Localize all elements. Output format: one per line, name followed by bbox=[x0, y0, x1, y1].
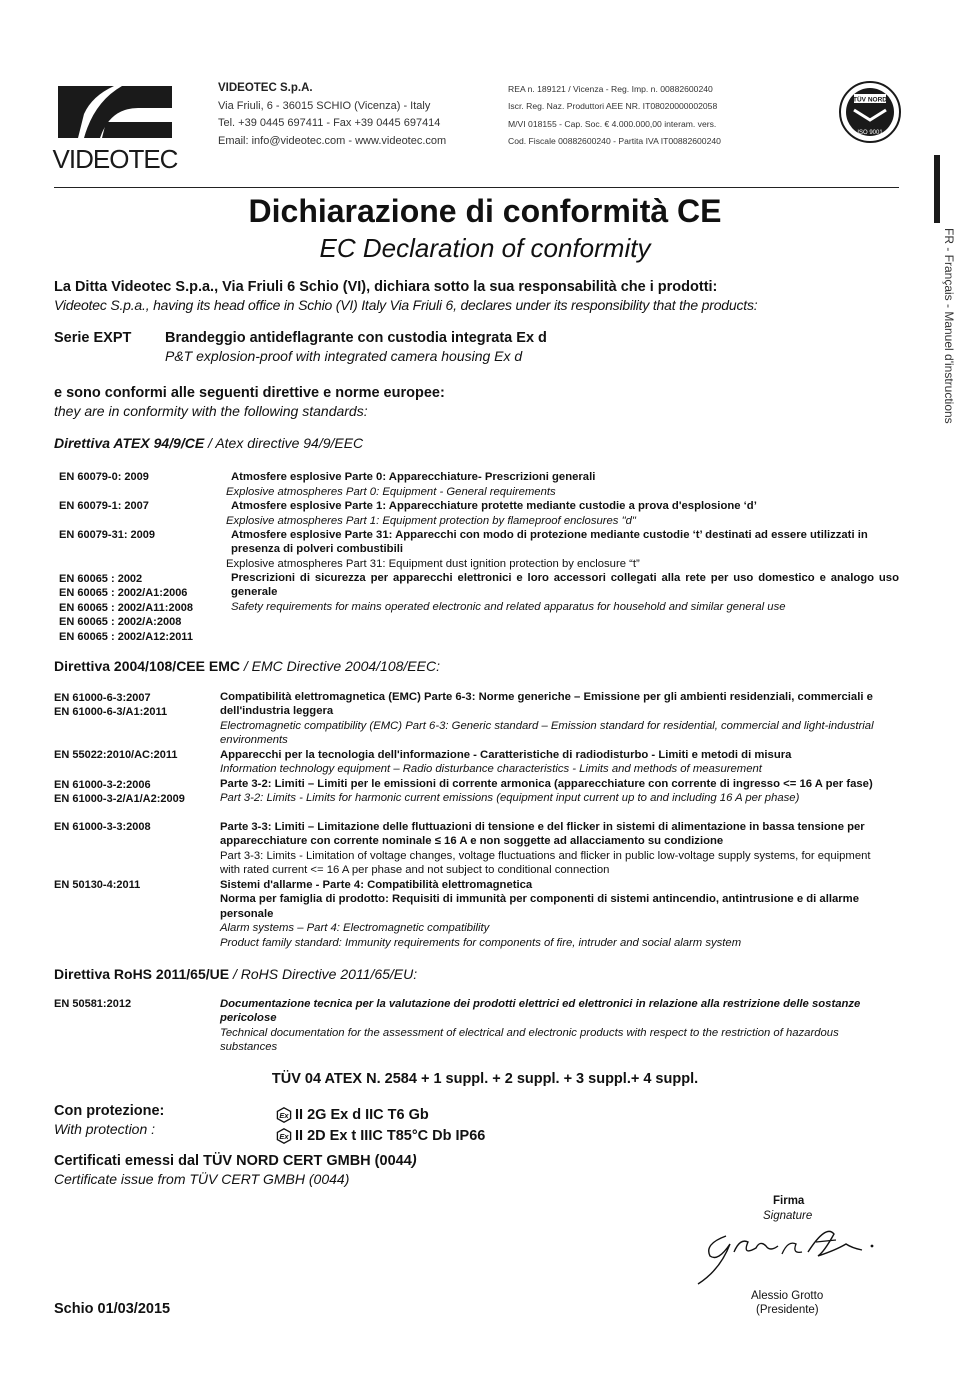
emc-row-2 bbox=[220, 748, 890, 777]
emc-row-4 bbox=[220, 820, 890, 878]
ex-hexagon-icon bbox=[276, 1107, 292, 1123]
standard-desc-it: Sistemi d'allarme - Parte 4: Compatibilità elettromagnetica bbox=[220, 879, 533, 891]
standard-code: EN 61000-3-2/A1/A2:2009 bbox=[54, 793, 185, 806]
standard-code: EN 61000-3-2:2006 bbox=[54, 779, 151, 791]
standard-desc-it: Atmosfere esplosive Parte 0: Apparecchiature- Prescrizioni generali bbox=[231, 471, 596, 483]
signature-label-en: Signature bbox=[763, 1210, 813, 1222]
standard-desc-en: Explosive atmospheres Part 0: Equipment - General requirements bbox=[226, 486, 556, 498]
protection-label-it: Con protezione: bbox=[54, 1103, 165, 1119]
emc-codes-3 bbox=[54, 778, 185, 807]
emc-heading bbox=[54, 658, 440, 674]
badge-bottom-text: ISO 9001 bbox=[857, 130, 883, 136]
lvd-desc-it: Prescrizioni di sicurezza per apparecchi elettronici e loro accessori collegati alla rete per uso domestico e analogo uso generale bbox=[231, 572, 899, 599]
intro-it: La Ditta Videotec S.p.a., Via Friuli 6 Schio (VI), dichiara sotto la sua responsabilità che i prodotti: bbox=[54, 279, 718, 295]
product-desc-en: P&T explosion-proof with integrated camera housing Ex d bbox=[165, 348, 523, 364]
registry-line: REA n. 189121 / Vicenza - Reg. Imp. n. 00882600240 bbox=[508, 84, 713, 94]
registry-info bbox=[508, 81, 721, 150]
protection-line-2 bbox=[276, 1128, 485, 1144]
standard-desc-en: Alarm systems – Part 4: Electromagnetic compatibility bbox=[220, 922, 490, 935]
issued-en: Certificate issue from TÜV CERT GMBH (0044) bbox=[54, 1171, 350, 1187]
page-title: Dichiarazione di conformità CE bbox=[248, 193, 722, 229]
intro-en: Videotec S.p.a., having its head office in Schio (VI) Italy Via Friuli 6, declares under its responsibility that the products: bbox=[54, 297, 758, 313]
standard-desc-en: Electromagnetic compatibility (EMC) Part 6-3: Generic standard – Emission standard for residential, commercial and light-industrial environments bbox=[220, 719, 874, 747]
videotec-logo bbox=[54, 80, 176, 174]
standard-code: EN 55022:2010/AC:2011 bbox=[54, 749, 178, 761]
ex-symbol: Ex bbox=[279, 1132, 289, 1141]
standard-desc-it: Apparecchi per la tecnologia dell'informazione - Caratteristiche di radiodisturbo - Limiti e metodi di misura bbox=[220, 749, 792, 761]
header-divider bbox=[54, 187, 899, 188]
standard-desc-en: Explosive atmospheres Part 1: Equipment protection by flameproof enclosures "d" bbox=[226, 515, 636, 527]
lvd-codes bbox=[59, 572, 193, 644]
product-desc-it: Brandeggio antideflagrante con custodia integrata Ex d bbox=[165, 330, 547, 346]
signatory-role: (Presidente) bbox=[756, 1304, 819, 1316]
company-name: VIDEOTEC S.p.A. bbox=[218, 82, 313, 94]
emc-row-1 bbox=[220, 690, 890, 748]
emc-row-5 bbox=[220, 878, 890, 950]
atex-heading-bold: Direttiva ATEX 94/9/CE bbox=[54, 435, 205, 451]
rohs-heading-rest: / RoHS Directive 2011/65/EU: bbox=[229, 966, 418, 982]
product-series: Serie EXPT bbox=[54, 330, 132, 346]
rohs-row bbox=[220, 997, 890, 1055]
issued-it-end: ) bbox=[411, 1153, 417, 1169]
conformity-en: they are in conformity with the following standards: bbox=[54, 403, 368, 419]
company-phone: Tel. +39 0445 697411 - Fax +39 0445 697414 bbox=[218, 117, 441, 129]
issued-it bbox=[54, 1153, 417, 1169]
handwritten-signature bbox=[696, 1222, 876, 1288]
issued-it-text: Certificati emessi dal TÜV NORD CERT GMBH (0044 bbox=[54, 1153, 412, 1169]
emc-heading-rest: / EMC Directive 2004/108/EEC: bbox=[239, 658, 440, 674]
standard-desc-en: Part 3-3: Limits - Limitation of voltage changes, voltage fluctuations and flicker in public low-voltage supply systems, for equipment with rated current <= 16 A per phase and not subject to conditional connection bbox=[220, 849, 871, 877]
standard-code: EN 61000-3-3:2008 bbox=[54, 821, 151, 833]
company-info bbox=[218, 80, 446, 150]
standard-desc-it: Documentazione tecnica per la valutazione dei prodotti elettrici ed elettronici in relazione alla restrizione delle sostanze pericolose bbox=[220, 998, 861, 1025]
standard-code: EN 60065 : 2002/A:2008 bbox=[59, 616, 182, 629]
lvd-desc-en: Safety requirements for mains operated electronic and related apparatus for household and similar general use bbox=[231, 601, 786, 613]
standard-desc-en: Explosive atmospheres Part 31: Equipment dust ignition protection by enclosure “t” bbox=[226, 558, 640, 570]
atex-heading-rest: / Atex directive 94/9/EEC bbox=[204, 435, 364, 451]
emc-row-3 bbox=[220, 777, 890, 806]
standard-desc-en-2: Product family standard: Immunity requirements for components of fire, intruder and social alarm system bbox=[220, 936, 742, 949]
certificate-number: TÜV 04 ATEX N. 2584 + 1 suppl. + 2 suppl. + 3 suppl.+ 4 suppl. bbox=[271, 1071, 699, 1087]
standard-code: EN 60079-0: 2009 bbox=[59, 471, 149, 483]
badge-top-text: TÜV NORD bbox=[853, 96, 887, 104]
ex-hexagon-icon bbox=[276, 1128, 292, 1144]
standard-code: EN 60079-1: 2007 bbox=[59, 500, 149, 512]
registry-line: M/VI 018155 - Cap. Soc. € 4.000.000,00 interam. vers. bbox=[508, 118, 717, 129]
rohs-heading-bold: Direttiva RoHS 2011/65/UE bbox=[54, 966, 230, 982]
tuv-certification-badge bbox=[808, 80, 904, 144]
emc-codes-1 bbox=[54, 691, 167, 720]
rohs-heading bbox=[54, 966, 417, 982]
protection-marking: II 2D Ex t IIIC T85°C Db IP66 bbox=[295, 1128, 486, 1144]
protection-marking: II 2G Ex d IIC T6 Gb bbox=[295, 1107, 429, 1123]
signatory-name: Alessio Grotto bbox=[751, 1290, 824, 1302]
registry-line: Cod. Fiscale 00882600240 - Partita IVA IT00882600240 bbox=[508, 135, 721, 146]
standard-desc-en: Technical documentation for the assessment of electrical and electronic products with respect to the restriction of hazardous substances bbox=[220, 1026, 839, 1054]
standard-desc-it-2: Norma per famiglia di prodotto: Requisiti di immunità per componenti di sistemi antincendio, antintrusione e di allarme personale bbox=[220, 893, 859, 920]
standard-desc-it: Parte 3-3: Limiti – Limitazione delle fluttuazioni di tensione e del flicker in sistemi di alimentazione in bassa tensione per apparecchiature con corrente nominale ≤ 16 A e non soggette ad allacciamento su condizione bbox=[220, 821, 865, 848]
standard-desc-it: Atmosfere esplosive Parte 31: Apparecchi con modo di protezione mediante custodie ‘t’ destinati ad essere utilizzati in presenza di polveri combustibili bbox=[231, 529, 868, 556]
ex-symbol: Ex bbox=[279, 1111, 289, 1120]
standard-desc-it: Parte 3-2: Limiti – Limiti per le emissioni di corrente armonica (apparecchiature con corrente di ingresso <= 16 A per fase) bbox=[220, 778, 873, 790]
standard-code: EN 50581:2012 bbox=[54, 998, 132, 1010]
standard-code: EN 61000-6-3:2007 bbox=[54, 692, 151, 704]
atex-heading bbox=[54, 435, 363, 451]
place-date: Schio 01/03/2015 bbox=[54, 1301, 171, 1317]
emc-heading-bold: Direttiva 2004/108/CEE EMC bbox=[54, 658, 240, 674]
standard-desc-en: Information technology equipment – Radio disturbance characteristics - Limits and methods of measurement bbox=[220, 763, 762, 776]
standard-code: EN 60065 : 2002/A11:2008 bbox=[59, 601, 193, 614]
side-tab-label: FR - Français - Manuel d'instructions bbox=[942, 228, 956, 424]
protection-line-1 bbox=[276, 1107, 429, 1123]
standard-code: EN 60065 : 2002/A1:2006 bbox=[59, 587, 188, 600]
logo-text: VIDEOTEC bbox=[52, 144, 178, 174]
standard-code: EN 60065 : 2002 bbox=[59, 573, 143, 585]
protection-label-en: With protection : bbox=[54, 1121, 156, 1137]
page-subtitle: EC Declaration of conformity bbox=[319, 233, 651, 263]
conformity-it: e sono conformi alle seguenti direttive e norme europee: bbox=[54, 385, 445, 401]
standard-desc-it: Atmosfere esplosive Parte 1: Apparecchiature protette mediante custodie a prova d'esplosione ‘d’ bbox=[231, 500, 757, 512]
standard-code: EN 50130-4:2011 bbox=[54, 879, 141, 891]
standard-desc-en: Part 3-2: Limits - Limits for harmonic current emissions (equipment input current up to and including 16 A per phase) bbox=[220, 792, 800, 805]
company-address: Via Friuli, 6 - 36015 SCHIO (Vicenza) - Italy bbox=[218, 99, 431, 112]
standard-desc-it: Compatibilità elettromagnetica (EMC) Parte 6-3: Norme generiche – Emissione per gli ambienti residenziali, commerciali e dell'industria leggera bbox=[220, 691, 873, 718]
signature-label-it: Firma bbox=[773, 1195, 805, 1207]
registry-line: Iscr. Reg. Naz. Produttori AEE NR. IT08020000002058 bbox=[508, 101, 718, 112]
standard-code: EN 60065 : 2002/A12:2011 bbox=[59, 630, 193, 643]
standard-code: EN 61000-6-3/A1:2011 bbox=[54, 706, 168, 719]
standard-code: EN 60079-31: 2009 bbox=[59, 529, 156, 541]
company-email: Email: info@videotec.com - www.videotec.com bbox=[218, 134, 447, 147]
